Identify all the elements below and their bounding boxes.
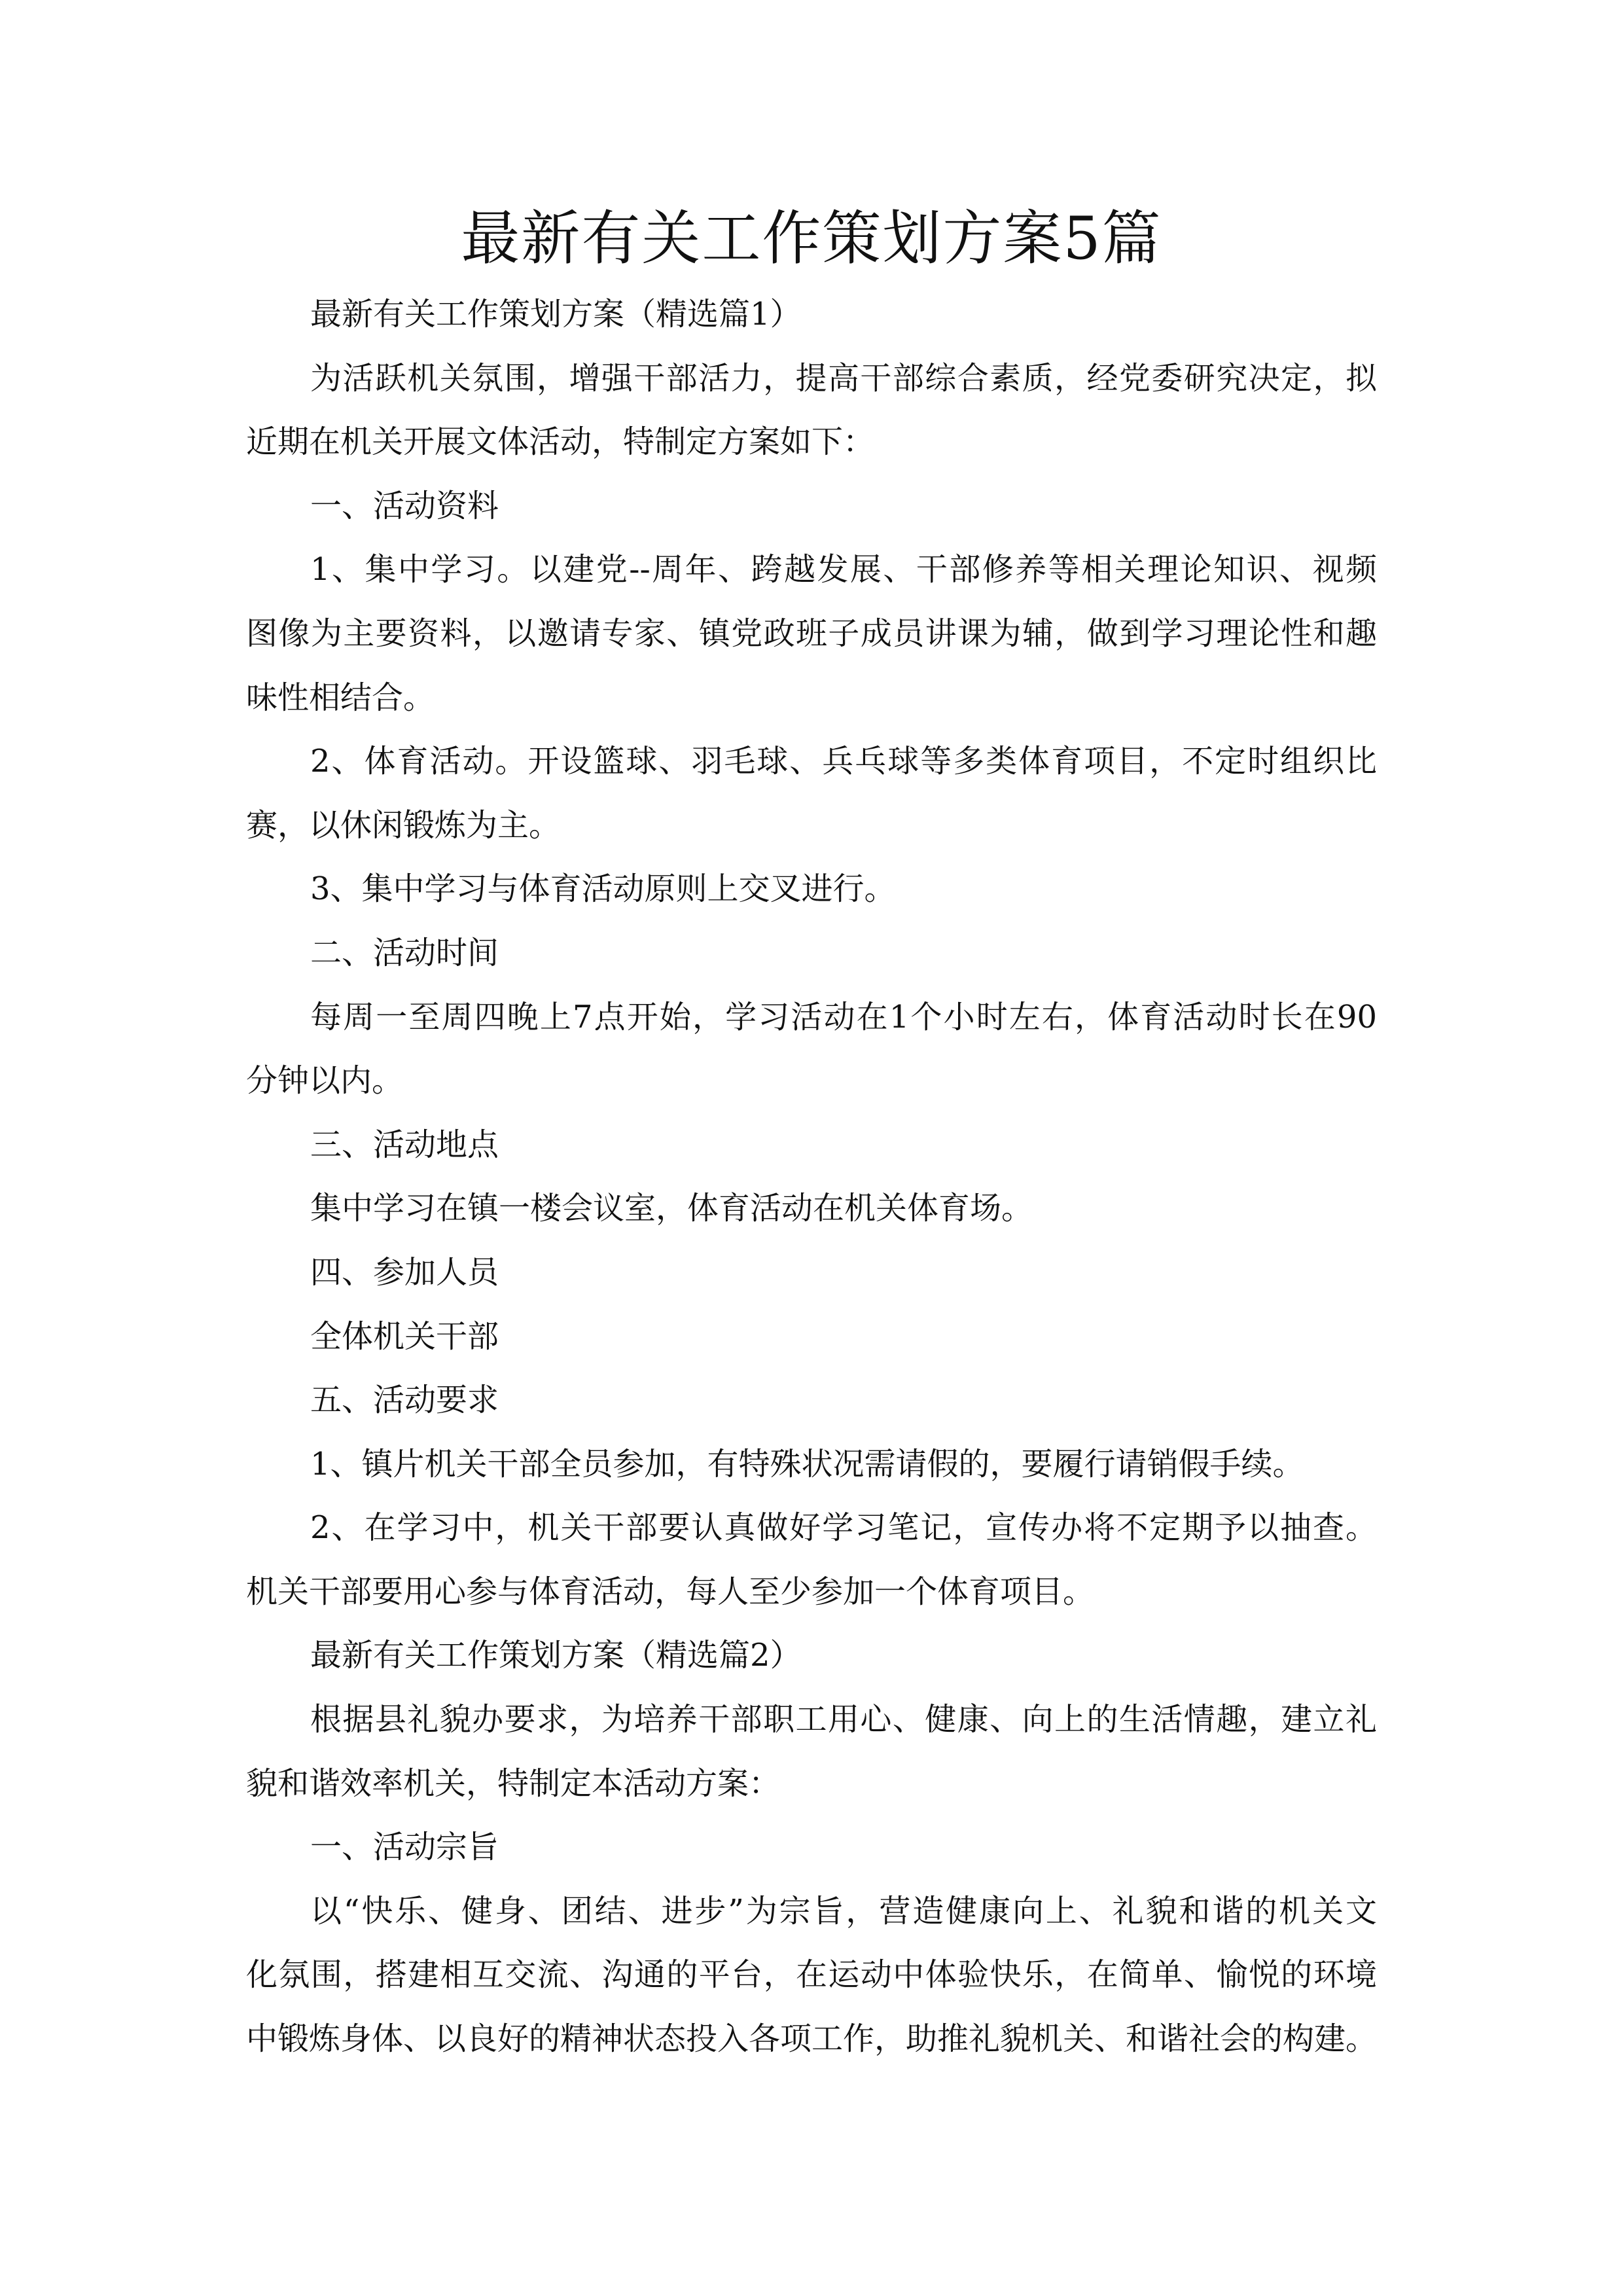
text-line: 赛，以休闲锻炼为主。	[246, 806, 561, 844]
text-line: 1、镇片机关干部全员参加，有特殊状况需请假的，要履行请销假手续。	[310, 1445, 1304, 1482]
paragraph	[246, 1624, 1377, 1688]
text-line: 1、集中学习。以建党--周年、跨越发展、干部修养等相关理论知识、视频	[310, 551, 1377, 588]
paragraph	[246, 730, 1377, 857]
paragraph	[246, 857, 1377, 922]
document-title: 最新有关工作策划方案5篇	[461, 204, 1162, 273]
paragraph	[246, 1113, 1377, 1177]
paragraph	[246, 1816, 1377, 1880]
text-line: 五、活动要求	[310, 1382, 499, 1419]
paragraph	[246, 1880, 1377, 2072]
paragraph	[246, 283, 1377, 347]
paragraph	[246, 986, 1377, 1113]
text-line: 每周一至周四晚上7点开始，学习活动在1个小时左右，体育活动时长在90	[310, 998, 1377, 1035]
text-line: 2、在学习中，机关干部要认真做好学习笔记，宣传办将不定期予以抽查。	[310, 1509, 1377, 1547]
text-line: 最新有关工作策划方案（精选篇1）	[310, 296, 802, 332]
text-line: 最新有关工作策划方案（精选篇2）	[310, 1637, 802, 1674]
text-line: 根据县礼貌办要求，为培养干部职工用心、健康、向上的生活情趣，建立礼	[310, 1701, 1377, 1738]
paragraph	[246, 1241, 1377, 1305]
text-line: 3、集中学习与体育活动原则上交叉进行。	[310, 870, 896, 908]
paragraph	[246, 475, 1377, 539]
paragraph	[246, 922, 1377, 986]
paragraph	[246, 538, 1377, 730]
text-line: 中锻炼身体、以良好的精神状态投入各项工作，助推礼貌机关、和谐社会的构建。	[246, 2020, 1378, 2058]
text-line: 2、体育活动。开设篮球、羽毛球、兵乓球等多类体育项目，不定时组织比	[310, 743, 1377, 780]
document-body	[246, 283, 1377, 2072]
text-line: 近期在机关开展文体活动，特制定方案如下：	[246, 423, 875, 461]
text-line: 四、参加人员	[310, 1253, 499, 1291]
text-line: 二、活动时间	[310, 934, 499, 971]
text-line: 分钟以内。	[246, 1062, 404, 1100]
text-line: 集中学习在镇一楼会议室，体育活动在机关体育场。	[310, 1190, 1033, 1227]
paragraph	[246, 1369, 1377, 1433]
paragraph	[246, 1688, 1377, 1816]
text-line: 图像为主要资料，以邀请专家、镇党政班子成员讲课为辅，做到学习理论性和趣	[246, 615, 1377, 652]
text-line: 以“快乐、健身、团结、进步”为宗旨，营造健康向上、礼貌和谐的机关文	[310, 1892, 1377, 1929]
text-line: 味性相结合。	[246, 679, 435, 716]
paragraph	[246, 1177, 1377, 1241]
text-line: 机关干部要用心参与体育活动，每人至少参加一个体育项目。	[246, 1573, 1095, 1610]
text-line: 全体机关干部	[310, 1318, 499, 1355]
text-line: 一、活动资料	[310, 487, 499, 524]
paragraph	[246, 1433, 1377, 1497]
text-line: 三、活动地点	[310, 1126, 499, 1163]
paragraph	[246, 1305, 1377, 1369]
paragraph	[246, 1496, 1377, 1624]
text-line: 为活跃机关氛围，增强干部活力，提高干部综合素质，经党委研究决定，拟	[310, 359, 1377, 397]
text-line: 貌和谐效率机关，特制定本活动方案：	[246, 1765, 781, 1802]
text-line: 一、活动宗旨	[310, 1829, 499, 1866]
paragraph	[246, 347, 1377, 475]
text-line: 化氛围，搭建相互交流、沟通的平台，在运动中体验快乐，在简单、愉悦的环境	[246, 1956, 1377, 1994]
